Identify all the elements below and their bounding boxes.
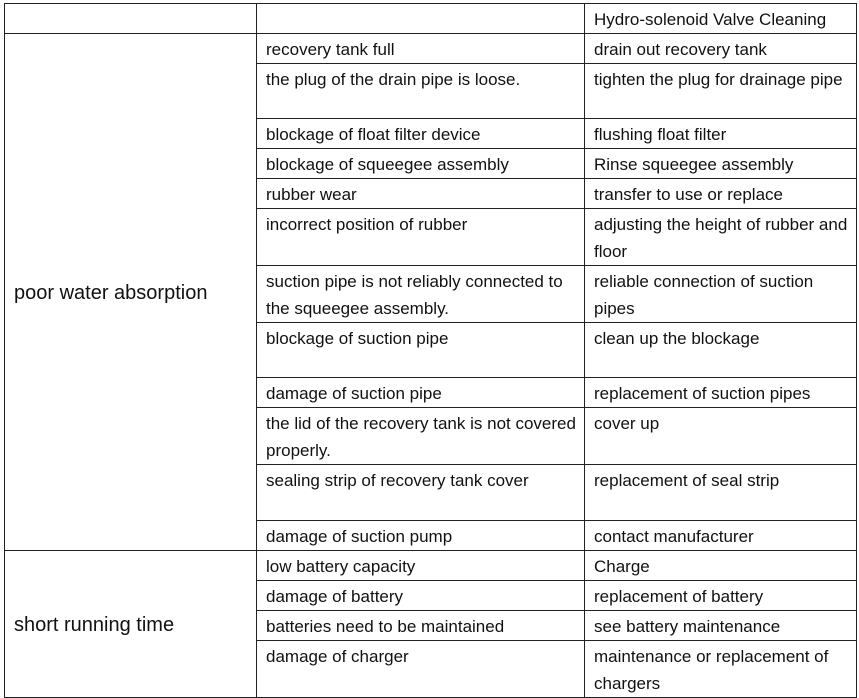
cause-cell: incorrect position of rubber [257,209,585,266]
remedy-cell: cover up [585,408,857,465]
cause-cell: blockage of squeegee assembly [257,149,585,179]
troubleshooting-table [4,3,857,698]
cause-cell: blockage of suction pipe [257,323,585,378]
remedy-cell: see battery maintenance [585,611,857,641]
remedy-cell: replacement of suction pipes [585,378,857,408]
cause-cell: damage of charger [257,641,585,698]
remedy-cell: adjusting the height of rubber and floor [585,209,857,266]
symptom-cell: short running time [5,551,257,698]
remedy-cell: clean up the blockage [585,323,857,378]
remedy-cell: maintenance or replacement of chargers [585,641,857,698]
cause-cell: low battery capacity [257,551,585,581]
remedy-cell: Rinse squeegee assembly [585,149,857,179]
header-cell-cause [257,4,585,34]
remedy-cell: Charge [585,551,857,581]
symptom-cell: poor water absorption [5,34,257,551]
cause-cell: rubber wear [257,179,585,209]
cause-cell: blockage of float filter device [257,119,585,149]
cause-cell: damage of battery [257,581,585,611]
header-cell-symptom [5,4,257,34]
header-cell-remedy: Hydro-solenoid Valve Cleaning [585,4,857,34]
remedy-cell: replacement of seal strip [585,465,857,521]
remedy-cell: drain out recovery tank [585,34,857,64]
table-row [5,34,857,64]
table-body [5,4,857,698]
cause-cell: recovery tank full [257,34,585,64]
cause-cell: the lid of the recovery tank is not covered properly. [257,408,585,465]
remedy-cell: tighten the plug for drainage pipe [585,64,857,119]
remedy-cell: transfer to use or replace [585,179,857,209]
cause-cell: suction pipe is not reliably connected to the squeegee assembly. [257,266,585,323]
remedy-cell: replacement of battery [585,581,857,611]
cause-cell: damage of suction pipe [257,378,585,408]
header-row [5,4,857,34]
table-row [5,551,857,581]
remedy-cell: flushing float filter [585,119,857,149]
cause-cell: the plug of the drain pipe is loose. [257,64,585,119]
cause-cell: sealing strip of recovery tank cover [257,465,585,521]
remedy-cell: contact manufacturer [585,521,857,551]
remedy-cell: reliable connection of suction pipes [585,266,857,323]
cause-cell: damage of suction pump [257,521,585,551]
cause-cell: batteries need to be maintained [257,611,585,641]
